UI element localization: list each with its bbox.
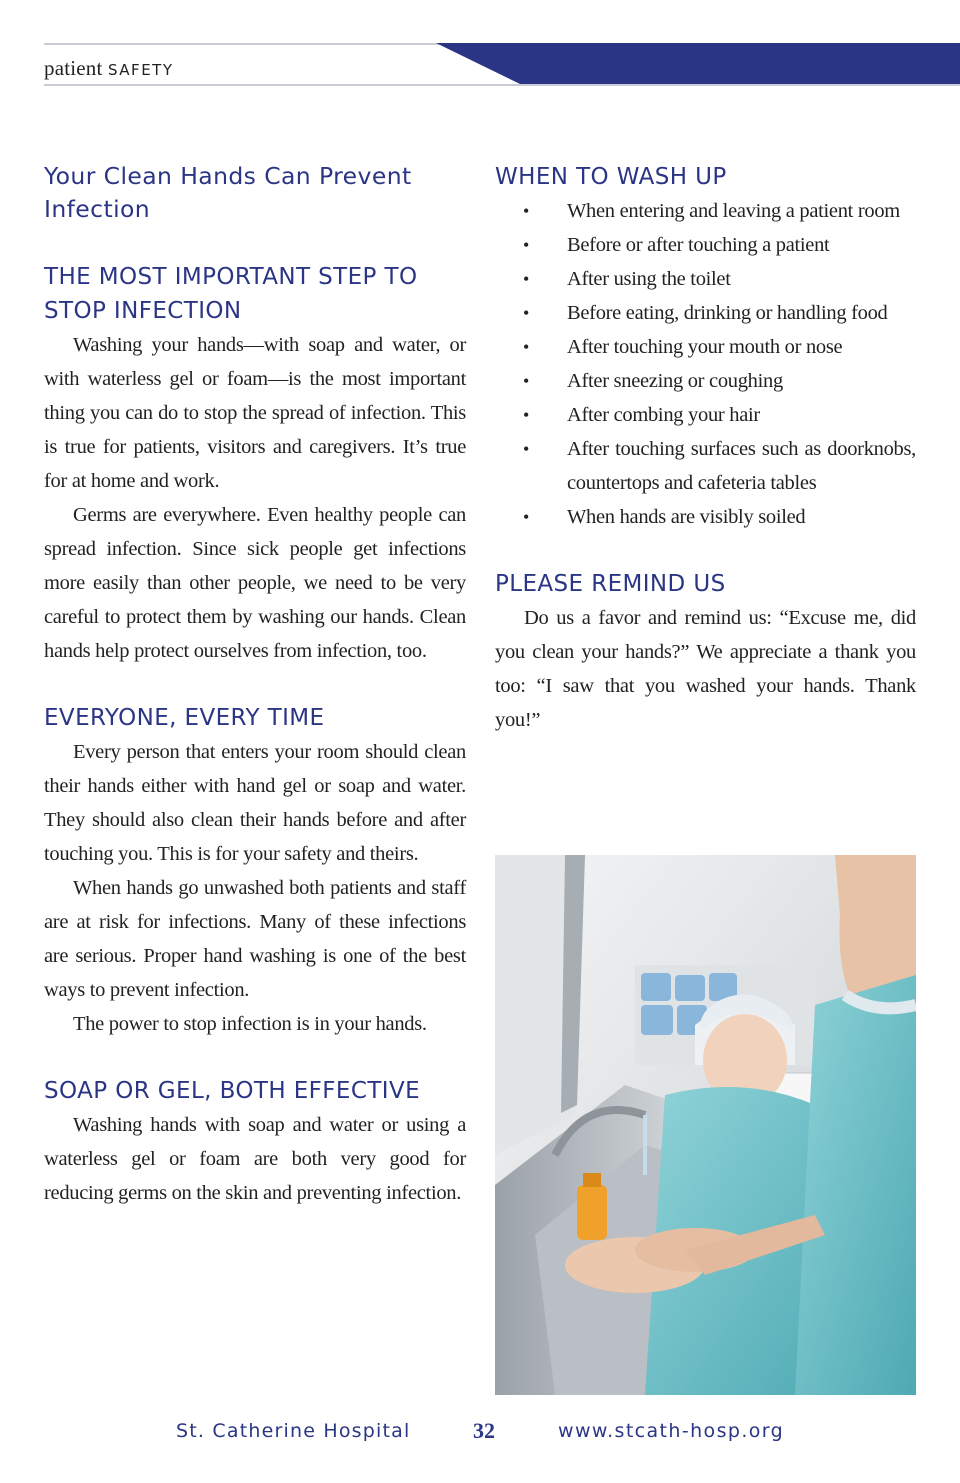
header-rule-bottom [44,84,960,86]
paragraph-remind-us: Do us a favor and remind us: “Excuse me, did you clean your hands?” We appreciate a thank you too: “I saw that you washed your hands. Thank you!” [495,607,916,731]
footer-hospital-name: St. Catherine Hospital [176,1420,411,1442]
header-accent-band [436,43,960,85]
bullet-icon: • [523,507,530,527]
heading-when-to-wash-up: WHEN TO WASH UP [495,164,727,190]
footer [0,1418,960,1448]
bullet-icon: • [523,303,530,323]
footer-website-link[interactable]: www.stcath-hosp.org [558,1420,785,1442]
list-item: • When entering and leaving a patient room [495,194,916,228]
left-column [44,160,466,1210]
section-word: patient [44,56,103,80]
bullet-icon: • [523,269,530,289]
wash-list [495,194,916,534]
header-rule-top [44,43,444,45]
bullet-icon: • [523,371,530,391]
paragraph-power-to-stop: The power to stop infection is in your hands. [73,1013,427,1035]
paragraph-soap-or-gel: Washing hands with soap and water or using a waterless gel or foam are both very good for reducing germs on the skin and preventing infection. [44,1114,466,1204]
list-item: • After sneezing or coughing [495,364,916,398]
page-number: 32 [473,1418,495,1443]
right-column [495,160,916,737]
list-item: • After using the toilet [495,262,916,296]
heading-please-remind-us: PLEASE REMIND US [495,571,726,597]
bullet-icon: • [523,439,530,459]
paragraph-germs-everywhere: Germs are everywhere. Even healthy people can spread infection. Since sick people get infections more easily than other people, we need to be very careful to protect them by washing our hands. Clean hands help protect ourselves from infection, too. [44,504,466,662]
handwashing-photo [495,855,916,1395]
bullet-icon: • [523,201,530,221]
heading-soap-or-gel: SOAP OR GEL, BOTH EFFECTIVE [44,1078,421,1104]
list-item: • Before or after touching a patient [495,228,916,262]
handwashing-illustration [495,855,916,1395]
bullet-icon: • [523,337,530,357]
list-item: • Before eating, drinking or handling food [495,296,916,330]
section-caps: SAFETY [108,61,174,79]
heading-most-important-step: THE MOST IMPORTANT STEP TO STOP INFECTION [44,264,418,324]
paragraph-every-person: Every person that enters your room should clean their hands either with hand gel or soap and water. They should also clean their hands before and after touching you. This is for your safety and theirs. [44,741,466,865]
heading-everyone-every-time: EVERYONE, EVERY TIME [44,705,325,731]
paragraph-washing-hands: Washing your hands—with soap and water, or with waterless gel or foam—is the most important thing you can do to stop the spread of infection. This is true for patients, visitors and caregivers. It’s true for at home and work. [44,334,466,492]
paragraph-when-hands-unwashed: When hands go unwashed both patients and staff are at risk for infections. Many of these infections are serious. Proper hand washing is one of the best ways to prevent infection. [44,877,466,1001]
list-item: • After touching your mouth or nose [495,330,916,364]
list-item: • When hands are visibly soiled [495,500,916,534]
bullet-icon: • [523,405,530,425]
list-item: • After touching surfaces such as doorknobs, countertops and cafeteria tables [495,432,916,500]
article-title: Your Clean Hands Can Prevent Infection [44,162,412,223]
bullet-icon: • [523,235,530,255]
section-label [44,56,174,81]
list-item: • After combing your hair [495,398,916,432]
